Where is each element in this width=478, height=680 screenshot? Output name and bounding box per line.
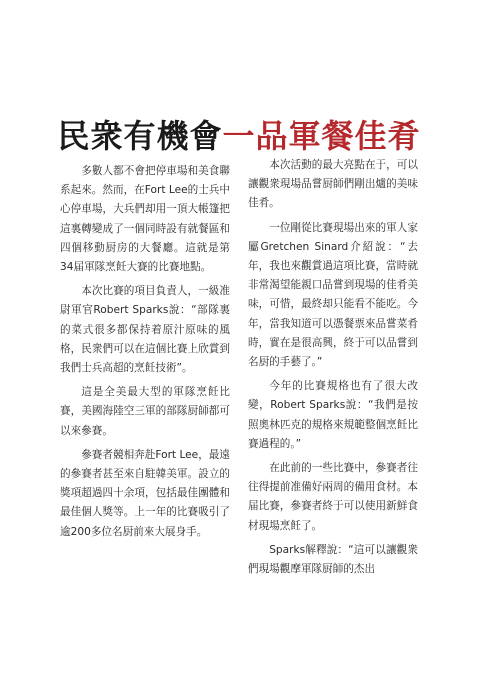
paragraph: Sparks解釋說：“這可以讓觀衆們現場觀摩軍隊厨師的杰出	[248, 543, 418, 576]
paragraph: 本次比賽的項目負責人，一級准尉軍官Robert Sparks說：“部隊裏的菜式很多都保持着原汁原味的風格，民衆們可以在這個比賽上欣賞到我們士兵高超的烹飪技術”。	[60, 285, 230, 375]
paragraph: 參賽者競相奔赴Fort Lee，最遠的參賽者甚至來自駐韓美軍。設立的獎項超過四十余項，包括最佳團體和最佳個人獎等。上一年的比賽吸引了逾200多位名厨前來大展身手。	[60, 448, 230, 538]
left-column	[60, 162, 230, 547]
paragraph: 本次活動的最大亮點在于，可以讓觀衆現場品嘗厨師們剛出爐的美味佳肴。	[248, 159, 418, 210]
paragraph: 一位剛從比賽現場出來的軍人家屬Gretchen Sinard介紹說：“去年，我也來觀賞過這項比賽，當時就非常渴望能親口品嘗到現場的佳肴美味，可惜，最終却只能看不能吃。今年，當我知道可以憑餐票來品嘗菜肴時，實在是很高興，終于可以品嘗到名厨的手藝了。”	[248, 221, 418, 369]
paragraph: 今年的比賽規格也有了很大改變，Robert Sparks說：“我們是按照奧林匹克的規格來規範整個烹飪比賽過程的。”	[248, 380, 418, 450]
title-part-red: 一品軍餐佳肴	[222, 117, 421, 156]
paragraph: 在此前的一些比賽中，參賽者往往得提前准備好兩周的備用食材。本届比賽，參賽者終于可以使用新鮮食材現場烹飪了。	[248, 462, 418, 532]
right-column	[248, 156, 418, 584]
article-title	[0, 111, 478, 157]
paragraph: 這是全美最大型的軍隊烹飪比賽，美國海陸空三軍的部隊厨師都可以來參賽。	[60, 386, 230, 437]
paragraph: 多數人都不會把停車場和美食聯系起來。然而，在Fort Lee的士兵中心停車場，大兵們却用一頂大帳篷把這裏轉變成了一個同時設有就餐區和四個移動厨房的大餐廳。這就是第34届軍隊烹飪大賽的比賽地點。	[60, 165, 230, 274]
title-part-black: 民衆有機會	[57, 117, 223, 156]
